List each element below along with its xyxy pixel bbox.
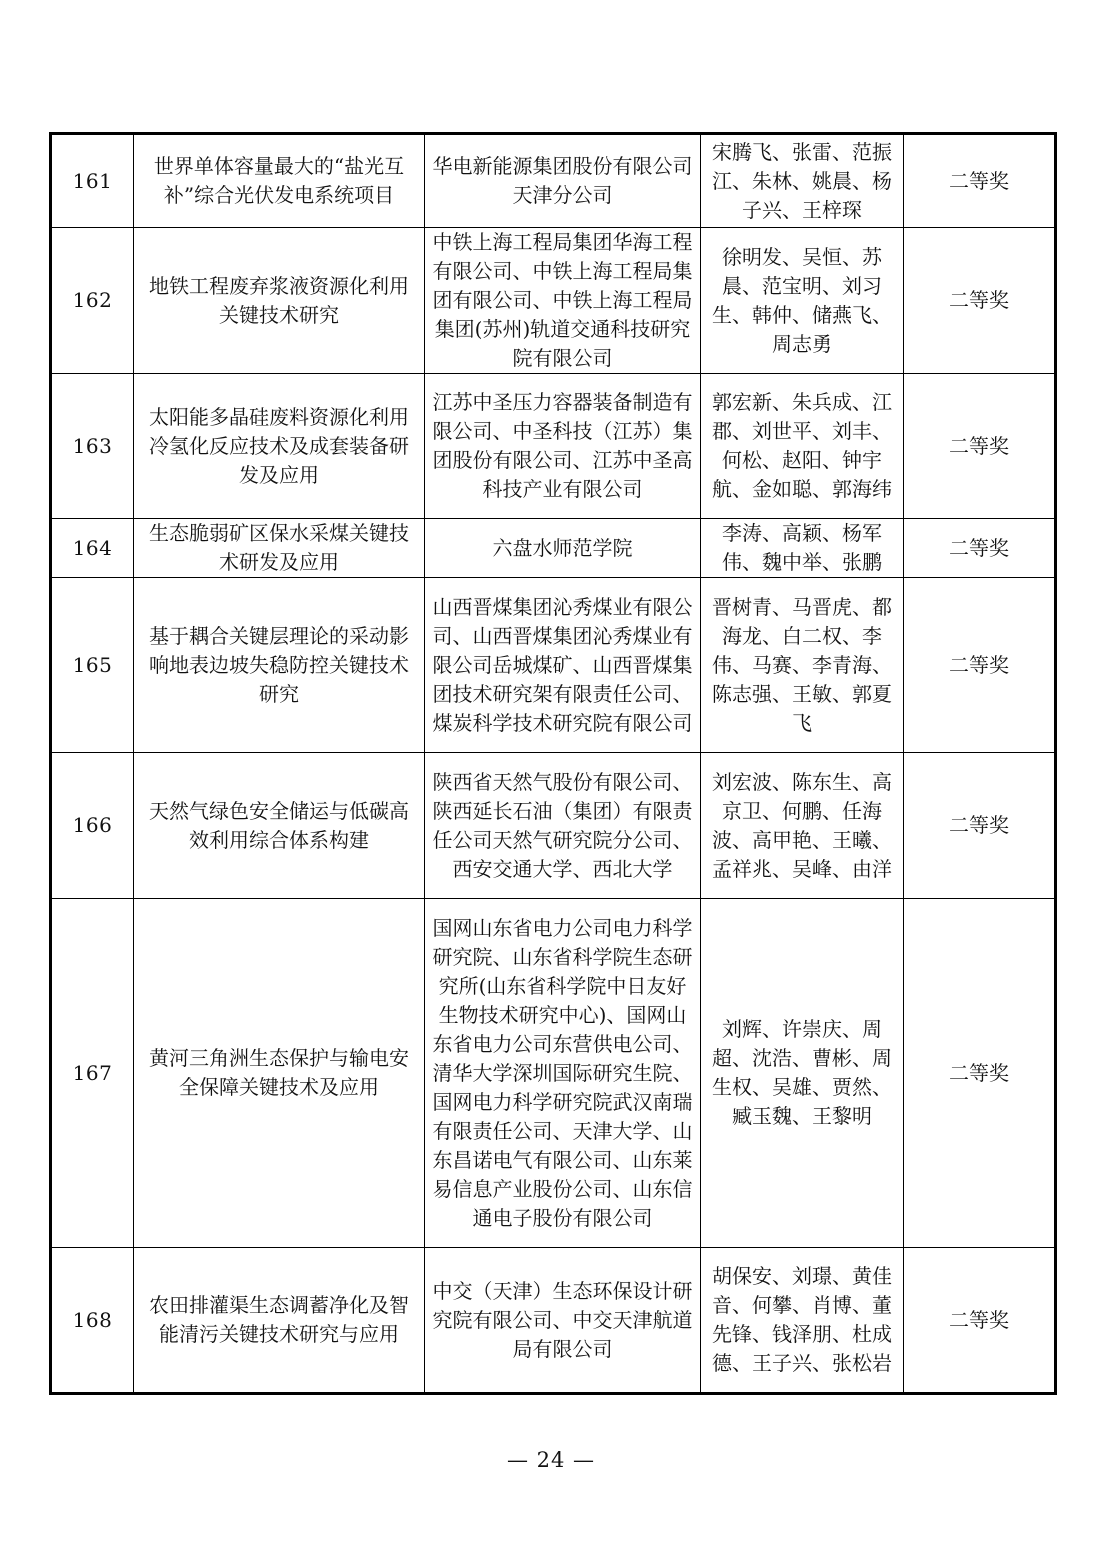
project-name: 地铁工程废弃浆液资源化利用关键技术研究 [134, 228, 425, 374]
row-number: 164 [51, 519, 134, 578]
completing-people: 胡保安、刘璟、黄佳音、何攀、肖博、董先锋、钱泽朋、杜成德、王子兴、张松岩 [701, 1248, 904, 1394]
completing-units: 山西晋煤集团沁秀煤业有限公司、山西晋煤集团沁秀煤业有限公司岳城煤矿、山西晋煤集团技术研究架有限责任公司、煤炭科学技术研究院有限公司 [425, 578, 701, 753]
completing-people: 刘宏波、陈东生、高京卫、何鹏、任海波、高甲艳、王曦、孟祥兆、吴峰、由洋 [701, 753, 904, 899]
completing-people: 宋腾飞、张雷、范振江、朱林、姚晨、杨子兴、王梓琛 [701, 134, 904, 228]
completing-people: 李涛、高颖、杨军伟、魏中举、张鹏 [701, 519, 904, 578]
completing-units: 六盘水师范学院 [425, 519, 701, 578]
table-row [51, 1248, 1056, 1394]
completing-people: 郭宏新、朱兵成、江郡、刘世平、刘丰、何松、赵阳、钟宇航、金如聪、郭海纬 [701, 374, 904, 519]
award-level: 二等奖 [904, 1248, 1056, 1394]
table-row [51, 899, 1056, 1248]
project-name: 黄河三角洲生态保护与输电安全保障关键技术及应用 [134, 899, 425, 1248]
completing-people: 晋树青、马晋虎、都海龙、白二权、李伟、马赛、李青海、陈志强、王敏、郭夏飞 [701, 578, 904, 753]
row-number: 163 [51, 374, 134, 519]
project-name: 天然气绿色安全储运与低碳高效利用综合体系构建 [134, 753, 425, 899]
award-level: 二等奖 [904, 519, 1056, 578]
page-number: — 24 — [506, 1448, 596, 1472]
project-name: 生态脆弱矿区保水采煤关键技术研发及应用 [134, 519, 425, 578]
completing-units: 江苏中圣压力容器装备制造有限公司、中圣科技（江苏）集团股份有限公司、江苏中圣高科技产业有限公司 [425, 374, 701, 519]
award-level: 二等奖 [904, 374, 1056, 519]
project-name: 农田排灌渠生态调蓄净化及智能清污关键技术研究与应用 [134, 1248, 425, 1394]
table-row [51, 134, 1056, 228]
completing-units: 国网山东省电力公司电力科学研究院、山东省科学院生态研究所(山东省科学院中日友好生物技术研究中心)、国网山东省电力公司东营供电公司、清华大学深圳国际研究生院、国网电力科学研究院武汉南瑞有限责任公司、天津大学、山东昌诺电气有限公司、山东莱易信息产业股份公司、山东信通电子股份有限公司 [425, 899, 701, 1248]
table-row [51, 374, 1056, 519]
completing-units: 中铁上海工程局集团华海工程有限公司、中铁上海工程局集团有限公司、中铁上海工程局集团(苏州)轨道交通科技研究院有限公司 [425, 228, 701, 374]
project-name: 基于耦合关键层理论的采动影响地表边坡失稳防控关键技术研究 [134, 578, 425, 753]
award-level: 二等奖 [904, 899, 1056, 1248]
completing-people: 徐明发、吴恒、苏晨、范宝明、刘习生、韩仲、储燕飞、周志勇 [701, 228, 904, 374]
table-row [51, 519, 1056, 578]
row-number: 162 [51, 228, 134, 374]
award-table [49, 132, 1057, 1395]
project-name: 世界单体容量最大的“盐光互补”综合光伏发电系统项目 [134, 134, 425, 228]
row-number: 168 [51, 1248, 134, 1394]
table-row [51, 753, 1056, 899]
row-number: 165 [51, 578, 134, 753]
row-number: 166 [51, 753, 134, 899]
award-level: 二等奖 [904, 228, 1056, 374]
row-number: 167 [51, 899, 134, 1248]
completing-units: 中交（天津）生态环保设计研究院有限公司、中交天津航道局有限公司 [425, 1248, 701, 1394]
table-row [51, 578, 1056, 753]
table-row [51, 228, 1056, 374]
award-level: 二等奖 [904, 578, 1056, 753]
project-name: 太阳能多晶硅废料资源化利用冷氢化反应技术及成套装备研发及应用 [134, 374, 425, 519]
row-number: 161 [51, 134, 134, 228]
completing-units: 华电新能源集团股份有限公司天津分公司 [425, 134, 701, 228]
award-level: 二等奖 [904, 753, 1056, 899]
completing-people: 刘辉、许崇庆、周超、沈浩、曹彬、周生权、吴雄、贾然、臧玉魏、王黎明 [701, 899, 904, 1248]
completing-units: 陕西省天然气股份有限公司、陕西延长石油（集团）有限责任公司天然气研究院分公司、西安交通大学、西北大学 [425, 753, 701, 899]
award-level: 二等奖 [904, 134, 1056, 228]
